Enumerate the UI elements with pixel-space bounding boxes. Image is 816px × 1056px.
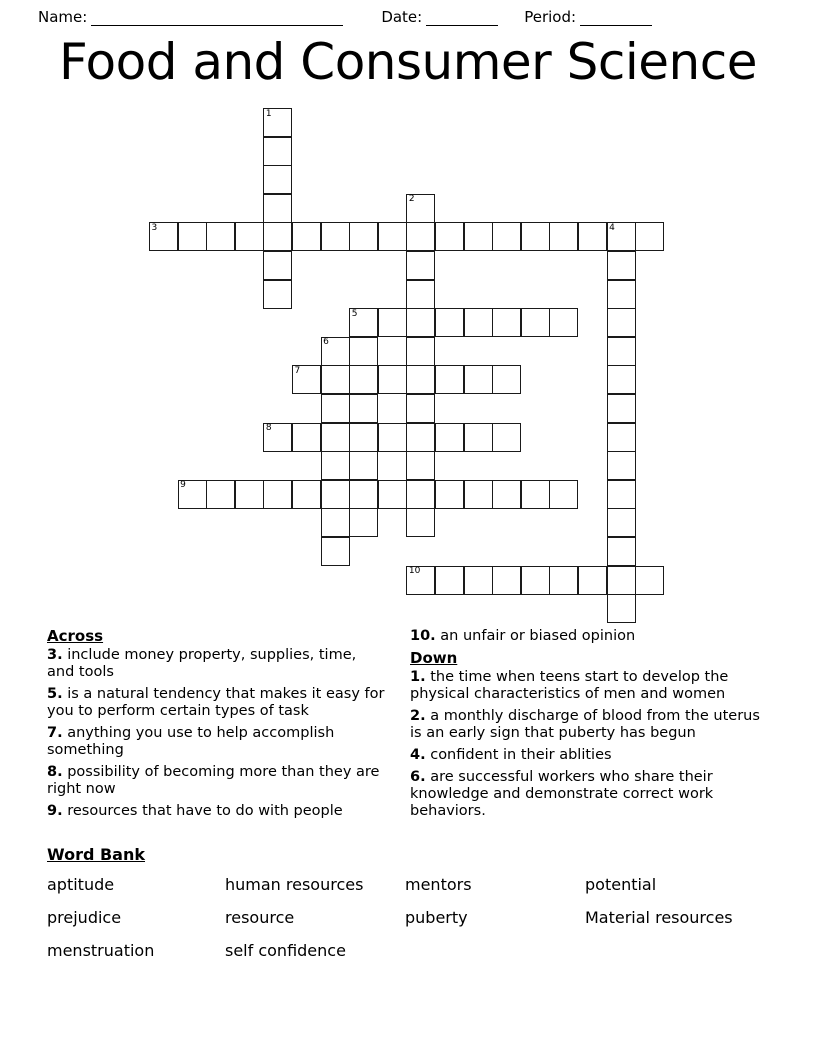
crossword-cell[interactable]: [349, 394, 378, 423]
crossword-cell[interactable]: [321, 337, 350, 366]
crossword-cell[interactable]: [235, 480, 264, 509]
crossword-cell[interactable]: [292, 222, 321, 251]
crossword-cell[interactable]: [492, 423, 521, 452]
crossword-cell[interactable]: [607, 394, 636, 423]
down-clues-column: [410, 628, 775, 825]
crossword-cell[interactable]: [263, 423, 292, 452]
page-title: Food and Consumer Science: [59, 33, 757, 91]
crossword-cell[interactable]: [435, 566, 464, 595]
period-field-group: [524, 8, 652, 26]
crossword-cell[interactable]: [321, 537, 350, 566]
crossword-cell[interactable]: [263, 137, 292, 166]
clue-text: resources that have to do with people: [67, 803, 343, 819]
crossword-cell[interactable]: [292, 365, 321, 394]
crossword-cell[interactable]: [349, 308, 378, 337]
crossword-cell[interactable]: [492, 365, 521, 394]
crossword-cell[interactable]: [263, 108, 292, 137]
date-label: Date:: [381, 8, 423, 26]
crossword-cell[interactable]: [321, 222, 350, 251]
crossword-cell[interactable]: [549, 308, 578, 337]
crossword-cell[interactable]: [635, 222, 664, 251]
clue-number: 5.: [47, 686, 63, 702]
crossword-cell[interactable]: [263, 480, 292, 509]
crossword-cell-number: 8: [265, 423, 272, 434]
date-input-rule[interactable]: [426, 12, 498, 26]
crossword-cell[interactable]: [378, 480, 407, 509]
word-bank-item: prejudice: [47, 908, 122, 927]
crossword-cell[interactable]: [406, 480, 435, 509]
word-bank-item: self confidence: [225, 941, 346, 960]
crossword-cell[interactable]: [378, 365, 407, 394]
crossword-cell[interactable]: [378, 222, 407, 251]
crossword-cell[interactable]: [406, 194, 435, 223]
crossword-cell[interactable]: [492, 480, 521, 509]
crossword-cell[interactable]: [521, 222, 550, 251]
crossword-cell[interactable]: [349, 423, 378, 452]
student-info-header: [0, 0, 816, 26]
crossword-cell[interactable]: [521, 480, 550, 509]
clue-down-6: [410, 769, 775, 820]
across-clues-column: [47, 628, 387, 825]
crossword-cell[interactable]: [178, 222, 207, 251]
crossword-cell[interactable]: [149, 222, 178, 251]
crossword-cell[interactable]: [492, 222, 521, 251]
clue-number: 9.: [47, 803, 63, 819]
period-label: Period:: [524, 8, 577, 26]
crossword-cell[interactable]: [321, 451, 350, 480]
crossword-cell[interactable]: [349, 222, 378, 251]
crossword-cell[interactable]: [435, 423, 464, 452]
crossword-cell[interactable]: [178, 480, 207, 509]
crossword-cell[interactable]: [607, 308, 636, 337]
clue-text: confident in their ablities: [430, 747, 612, 763]
crossword-cell[interactable]: [263, 165, 292, 194]
crossword-cell[interactable]: [406, 566, 435, 595]
crossword-cell[interactable]: [435, 480, 464, 509]
crossword-cell[interactable]: [235, 222, 264, 251]
word-bank-grid: [47, 875, 787, 960]
crossword-cell[interactable]: [607, 251, 636, 280]
crossword-cell[interactable]: [263, 251, 292, 280]
crossword-cell[interactable]: [349, 365, 378, 394]
crossword-cell[interactable]: [349, 508, 378, 537]
crossword-cell[interactable]: [206, 480, 235, 509]
crossword-grid[interactable]: [149, 108, 681, 640]
crossword-cell[interactable]: [263, 194, 292, 223]
clue-across-5: [47, 686, 387, 720]
crossword-cell[interactable]: [435, 222, 464, 251]
clue-across-7: [47, 725, 387, 759]
clue-across-9: [47, 803, 387, 820]
word-bank-item: resource: [225, 908, 295, 927]
crossword-cell[interactable]: [263, 222, 292, 251]
crossword-cell[interactable]: [607, 280, 636, 309]
crossword-cell[interactable]: [406, 337, 435, 366]
crossword-cell[interactable]: [464, 423, 493, 452]
crossword-cell[interactable]: [406, 451, 435, 480]
crossword-cell[interactable]: [521, 308, 550, 337]
name-field-group: [38, 8, 343, 26]
clue-number: 3.: [47, 647, 63, 663]
clue-number: 8.: [47, 764, 63, 780]
crossword-cell[interactable]: [206, 222, 235, 251]
word-bank-item: Material resources: [585, 908, 733, 927]
crossword-cell[interactable]: [406, 308, 435, 337]
crossword-cell-number: 5: [351, 308, 358, 319]
crossword-cell[interactable]: [607, 423, 636, 452]
crossword-cell[interactable]: [292, 423, 321, 452]
clue-text: a monthly discharge of blood from the uterus is an early sign that puberty has begun: [410, 708, 760, 741]
crossword-cell[interactable]: [549, 566, 578, 595]
crossword-cell-number: 1: [265, 108, 272, 119]
crossword-cell-number: 6: [323, 337, 329, 348]
name-label: Name:: [38, 8, 88, 26]
crossword-cell[interactable]: [321, 423, 350, 452]
crossword-cell[interactable]: [464, 222, 493, 251]
crossword-cell[interactable]: [464, 480, 493, 509]
clue-number: 10.: [410, 628, 436, 644]
crossword-cell-number: 4: [609, 222, 615, 233]
crossword-cell[interactable]: [492, 566, 521, 595]
period-input-rule[interactable]: [580, 12, 652, 26]
crossword-cell[interactable]: [321, 394, 350, 423]
crossword-cell[interactable]: [464, 365, 493, 394]
word-bank-item: aptitude: [47, 875, 115, 894]
crossword-cell[interactable]: [607, 508, 636, 537]
crossword-cell[interactable]: [607, 337, 636, 366]
clue-number: 7.: [47, 725, 63, 741]
crossword-cell[interactable]: [378, 308, 407, 337]
crossword-cell[interactable]: [349, 480, 378, 509]
word-bank-section: [47, 845, 787, 960]
clue-down-1: [410, 669, 775, 703]
crossword-cell[interactable]: [378, 423, 407, 452]
crossword-cell[interactable]: [549, 222, 578, 251]
crossword-cell-number: 3: [151, 222, 158, 233]
clues-section: [0, 628, 816, 838]
clue-text: an unfair or biased opinion: [440, 628, 636, 644]
clue-text: is a natural tendency that makes it easy for you to perform certain types of task: [47, 686, 385, 719]
clue-text: the time when teens start to develop the physical characteristics of men and women: [410, 669, 729, 702]
clue-number: 2.: [410, 708, 426, 724]
crossword-cell[interactable]: [578, 566, 607, 595]
crossword-cell-number: 9: [180, 480, 186, 491]
crossword-cell[interactable]: [321, 365, 350, 394]
crossword-cell[interactable]: [607, 222, 636, 251]
crossword-cell[interactable]: [435, 365, 464, 394]
date-field-group: [381, 8, 498, 26]
word-bank-heading: Word Bank: [47, 845, 146, 864]
word-bank-item: human resources: [225, 875, 364, 894]
crossword-cell[interactable]: [321, 480, 350, 509]
crossword-cell-number: 7: [294, 365, 301, 376]
crossword-cell[interactable]: [578, 222, 607, 251]
clue-text: possibility of becoming more than they are right now: [47, 764, 380, 797]
crossword-cell[interactable]: [492, 308, 521, 337]
crossword-cell[interactable]: [464, 308, 493, 337]
crossword-cell[interactable]: [549, 480, 578, 509]
crossword-cell[interactable]: [607, 480, 636, 509]
crossword-cell[interactable]: [349, 337, 378, 366]
clue-down-2: [410, 708, 775, 742]
clue-across-3: [47, 647, 387, 681]
crossword-cell[interactable]: [406, 222, 435, 251]
word-bank-item: puberty: [405, 908, 468, 927]
word-bank-item: menstruation: [47, 941, 155, 960]
clue-text: are successful workers who share their knowledge and demonstrate correct work behaviors.: [410, 769, 714, 819]
crossword-cell[interactable]: [406, 365, 435, 394]
crossword-cell[interactable]: [464, 566, 493, 595]
crossword-cell[interactable]: [607, 451, 636, 480]
name-input-rule[interactable]: [91, 12, 343, 26]
crossword-cell[interactable]: [607, 365, 636, 394]
crossword-cell[interactable]: [406, 280, 435, 309]
crossword-cell[interactable]: [607, 594, 636, 623]
crossword-cell[interactable]: [349, 451, 378, 480]
down-heading: Down: [410, 649, 458, 667]
crossword-cell[interactable]: [406, 508, 435, 537]
crossword-cell[interactable]: [263, 280, 292, 309]
crossword-cell[interactable]: [292, 480, 321, 509]
word-bank-item: mentors: [405, 875, 472, 894]
crossword-cell[interactable]: [406, 423, 435, 452]
crossword-cell-number: 10: [408, 566, 421, 577]
clue-number: 4.: [410, 747, 426, 763]
clue-number: 6.: [410, 769, 426, 785]
clue-text: include money property, supplies, time, and tools: [47, 647, 357, 680]
across-heading: Across: [47, 627, 104, 645]
crossword-cell[interactable]: [635, 566, 664, 595]
crossword-cell[interactable]: [406, 251, 435, 280]
crossword-cell[interactable]: [521, 566, 550, 595]
crossword-cell[interactable]: [406, 394, 435, 423]
clue-across-10: [410, 628, 775, 645]
crossword-cell-number: 2: [408, 194, 415, 205]
crossword-cell[interactable]: [435, 308, 464, 337]
clue-text: anything you use to help accomplish something: [47, 725, 335, 758]
word-bank-item: potential: [585, 875, 657, 894]
crossword-cell[interactable]: [321, 508, 350, 537]
clue-across-8: [47, 764, 387, 798]
clue-number: 1.: [410, 669, 426, 685]
clue-down-4: [410, 747, 775, 764]
crossword-cell[interactable]: [607, 537, 636, 566]
crossword-cell[interactable]: [607, 566, 636, 595]
